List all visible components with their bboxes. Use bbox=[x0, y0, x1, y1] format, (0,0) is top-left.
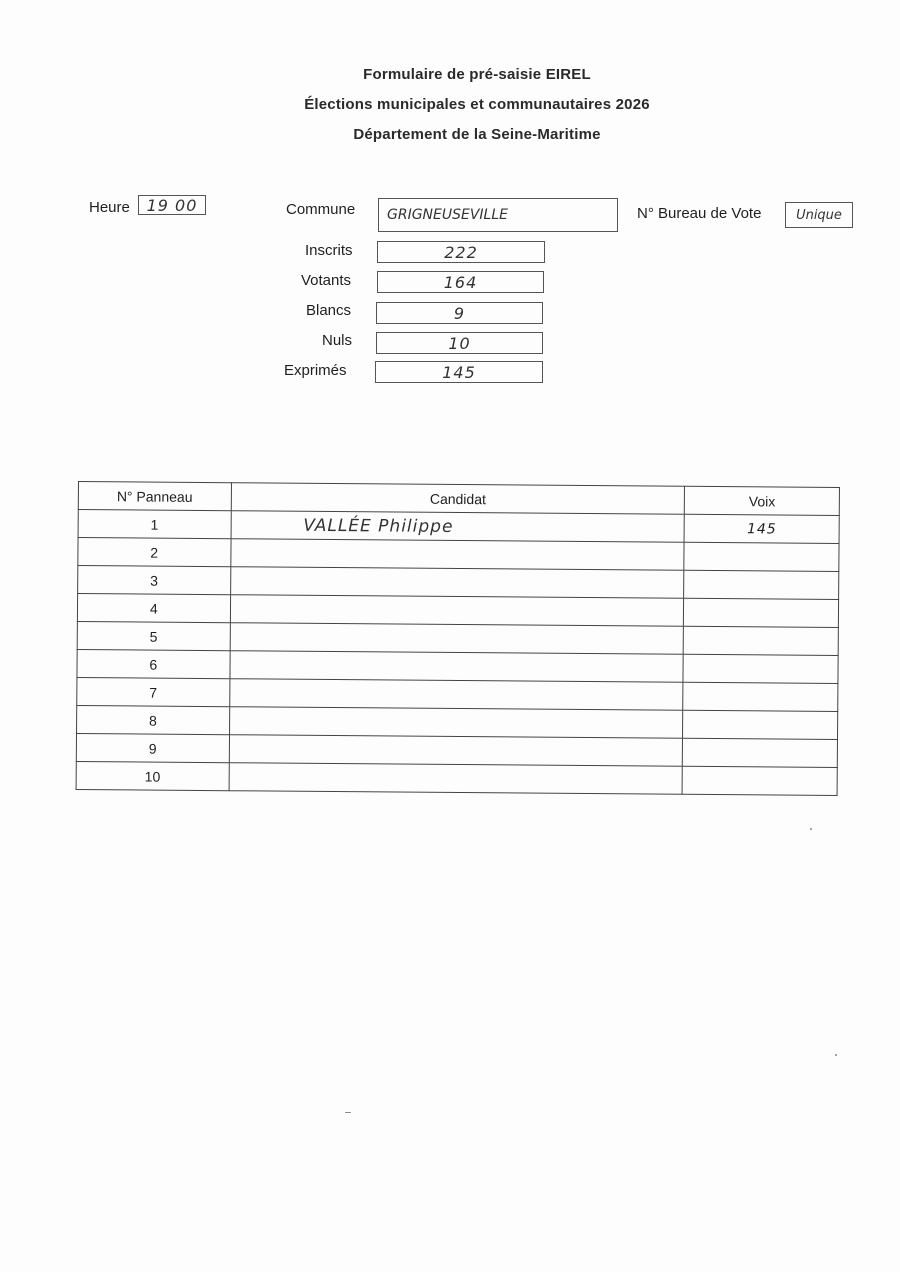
blancs-label: Blancs bbox=[306, 302, 352, 319]
panneau-cell: 3 bbox=[78, 566, 231, 595]
panneau-cell: 6 bbox=[77, 649, 230, 678]
candidat-cell[interactable] bbox=[230, 623, 684, 655]
bureau-field[interactable]: Unique bbox=[785, 202, 853, 228]
candidat-cell[interactable] bbox=[229, 707, 683, 739]
results-table bbox=[76, 481, 840, 796]
form-header bbox=[0, 60, 900, 150]
voix-cell[interactable] bbox=[683, 682, 838, 711]
form-title: Formulaire de pré-saisie EIREL bbox=[363, 66, 591, 83]
voix-cell[interactable]: 145 bbox=[684, 514, 839, 543]
candidat-cell[interactable] bbox=[231, 511, 685, 543]
department-title: Département de la Seine-Maritime bbox=[353, 126, 601, 143]
voix-header: Voix bbox=[685, 486, 840, 515]
candidat-cell[interactable] bbox=[230, 567, 684, 599]
voix-cell[interactable] bbox=[684, 598, 839, 627]
blancs-field[interactable]: 9 bbox=[376, 302, 543, 324]
panneau-cell: 5 bbox=[77, 621, 230, 650]
votants-label: Votants bbox=[301, 272, 352, 289]
panneau-cell: 10 bbox=[76, 761, 229, 790]
voix-cell[interactable] bbox=[684, 626, 839, 655]
bureau-label: N° Bureau de Vote bbox=[637, 205, 762, 222]
panneau-cell: 4 bbox=[77, 594, 230, 623]
exprimes-field[interactable]: 145 bbox=[375, 361, 543, 383]
candidat-cell[interactable] bbox=[229, 735, 683, 767]
panneau-cell: 8 bbox=[77, 705, 230, 734]
election-title: Élections municipales et communautaires 2026 bbox=[304, 96, 650, 113]
voix-cell[interactable] bbox=[684, 542, 839, 571]
candidat-value: VALLÉE Philippe bbox=[303, 515, 454, 537]
exprimes-label: Exprimés bbox=[284, 362, 347, 379]
panneau-cell: 2 bbox=[78, 538, 231, 567]
heure-field[interactable]: 19 00 bbox=[138, 195, 206, 215]
votants-field[interactable]: 164 bbox=[377, 271, 544, 293]
voix-cell[interactable] bbox=[682, 766, 837, 795]
candidat-cell[interactable] bbox=[229, 763, 683, 795]
inscrits-field[interactable]: 222 bbox=[377, 241, 545, 263]
scan-speck bbox=[345, 1112, 351, 1113]
candidat-cell[interactable] bbox=[229, 679, 683, 711]
nuls-label: Nuls bbox=[322, 332, 353, 349]
inscrits-label: Inscrits bbox=[305, 242, 353, 259]
commune-field[interactable]: GRIGNEUSEVILLE bbox=[378, 198, 618, 232]
heure-label: Heure bbox=[89, 199, 130, 216]
voix-cell[interactable] bbox=[683, 710, 838, 739]
voix-cell[interactable] bbox=[683, 654, 838, 683]
candidat-header: Candidat bbox=[231, 483, 685, 515]
nuls-field[interactable]: 10 bbox=[376, 332, 543, 354]
scan-speck bbox=[810, 828, 812, 830]
commune-label: Commune bbox=[286, 201, 356, 218]
panneau-cell: 9 bbox=[76, 733, 229, 762]
scan-speck bbox=[835, 1054, 837, 1056]
candidat-cell[interactable] bbox=[230, 651, 684, 683]
candidat-cell[interactable] bbox=[230, 595, 684, 627]
panneau-cell: 7 bbox=[77, 677, 230, 706]
panneau-header: N° Panneau bbox=[78, 482, 231, 511]
voix-cell[interactable] bbox=[684, 570, 839, 599]
voix-cell[interactable] bbox=[683, 738, 838, 767]
table-row bbox=[76, 761, 837, 795]
candidat-cell[interactable] bbox=[230, 539, 684, 571]
panneau-cell: 1 bbox=[78, 510, 231, 539]
